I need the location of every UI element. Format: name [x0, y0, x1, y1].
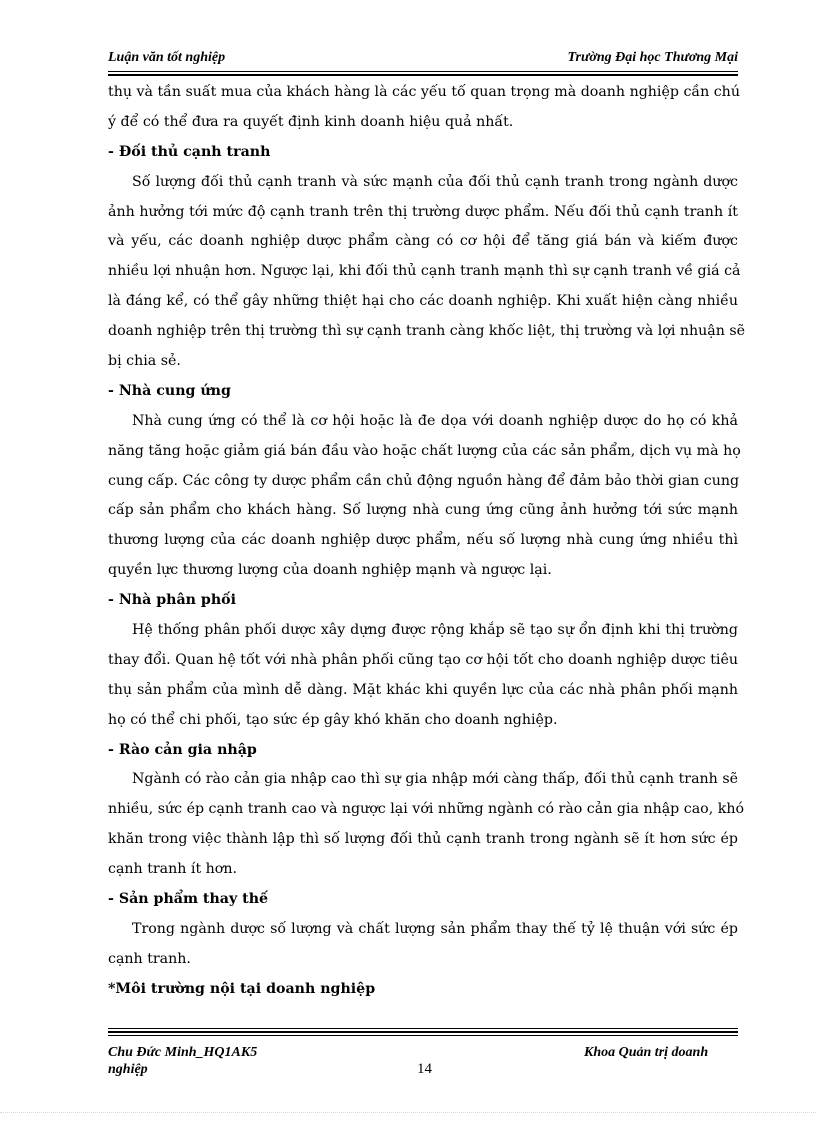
body-line: khăn trong việc thành lập thì số lượng đối thủ cạnh tranh trong ngành sẽ ít hơn sức ép: [108, 831, 738, 848]
header-university-name: Trường Đại học Thương Mại: [567, 50, 738, 65]
body-line: quyền lực thương lượng của doanh nghiệp mạnh và ngược lại.: [108, 562, 552, 579]
section-heading-competitors: - Đối thủ cạnh tranh: [108, 143, 271, 160]
body-line: thương lượng của các doanh nghiệp dược phẩm, nếu số lượng nhà cung ứng nhiều thì: [108, 532, 738, 549]
footer-author-name: Chu Đức Minh_HQ1AK5: [108, 1045, 258, 1060]
footer-author-continuation: nghiệp: [108, 1062, 148, 1077]
body-line: thay đổi. Quan hệ tốt với nhà phân phối cũng tạo cơ hội tốt cho doanh nghiệp dược tiêu: [108, 651, 738, 668]
body-line: ý để có thể đưa ra quyết định kinh doanh hiệu quả nhất.: [108, 113, 514, 130]
page-edge: [0, 1112, 816, 1113]
section-heading-entry-barriers: - Rào cản gia nhập: [108, 741, 257, 758]
body-line: Trong ngành dược số lượng và chất lượng sản phẩm thay thế tỷ lệ thuận với sức ép: [132, 920, 738, 937]
body-line: là đáng kể, có thể gây những thiệt hại cho các doanh nghiệp. Khi xuất hiện càng nhiều: [108, 293, 738, 310]
body-line: cấp sản phẩm cho khách hàng. Số lượng nhà cung ứng cũng ảnh hưởng tới sức mạnh: [108, 502, 738, 519]
body-line: thụ sản phẩm của mình dễ dàng. Mặt khác khi quyền lực của các nhà phân phối mạnh: [108, 681, 738, 698]
body-line: năng tăng hoặc giảm giá bán đầu vào hoặc chất lượng của các sản phẩm, dịch vụ mà họ: [108, 442, 741, 459]
header-thesis-label: Luận văn tốt nghiệp: [108, 50, 226, 65]
footer-divider-bottom: [108, 1035, 738, 1036]
body-line: họ có thể chi phối, tạo sức ép gây khó khăn cho doanh nghiệp.: [108, 711, 558, 728]
page-number: 14: [417, 1061, 432, 1077]
section-heading-substitutes: - Sản phẩm thay thế: [108, 891, 269, 908]
body-line: nhiều lợi nhuận hơn. Ngược lại, khi đối thủ cạnh tranh mạnh thì sự cạnh tranh về giá cả: [108, 263, 741, 280]
body-line: doanh nghiệp trên thị trường thì sự cạnh tranh càng khốc liệt, thị trường và lợi nhuận sẽ: [108, 323, 746, 340]
header-divider: [108, 71, 738, 72]
body-line: nhiều, sức ép cạnh tranh cao và ngược lại với những ngành có rào cản gia nhập cao, khó: [108, 801, 745, 818]
footer-faculty: Khoa Quản trị doanh: [584, 1045, 709, 1060]
body-line: Ngành có rào cản gia nhập cao thì sự gia nhập mới càng thấp, đối thủ cạnh tranh sẽ: [132, 771, 738, 788]
section-heading-distributors: - Nhà phân phối: [108, 592, 237, 609]
page-body: [108, 78, 746, 1005]
body-line: ảnh hưởng tới mức độ cạnh tranh trên thị trường dược phẩm. Nếu đối thủ cạnh tranh ít: [108, 203, 738, 220]
body-line: và yếu, các doanh nghiệp dược phẩm càng có cơ hội để tăng giá bán và kiếm được: [108, 233, 738, 250]
header-divider-thick: [108, 74, 738, 76]
body-line: cung cấp. Các công ty dược phẩm cần chủ động nguồn hàng để đảm bảo thời gian cung: [108, 472, 740, 489]
page-header: [108, 50, 738, 68]
body-line: bị chia sẻ.: [108, 353, 181, 370]
footer-divider-thick: [108, 1031, 738, 1033]
section-heading-suppliers: - Nhà cung ứng: [108, 382, 231, 399]
body-line: Nhà cung ứng có thể là cơ hội hoặc là đe dọa với doanh nghiệp dược do họ có khả: [132, 412, 738, 429]
body-line: Số lượng đối thủ cạnh tranh và sức mạnh của đối thủ cạnh tranh trong ngành dược: [132, 173, 738, 190]
section-heading-internal-environment: *Môi trường nội tại doanh nghiệp: [108, 980, 376, 997]
body-line: cạnh tranh ít hơn.: [108, 861, 237, 878]
body-line: thụ và tần suất mua của khách hàng là các yếu tố quan trọng mà doanh nghiệp cần chú: [108, 84, 740, 100]
body-line: cạnh tranh.: [108, 950, 191, 967]
footer-divider: [108, 1028, 738, 1029]
footer-author: [108, 1044, 257, 1078]
body-line: Hệ thống phân phối dược xây dựng được rộng khắp sẽ tạo sự ổn định khi thị trường: [132, 622, 738, 639]
